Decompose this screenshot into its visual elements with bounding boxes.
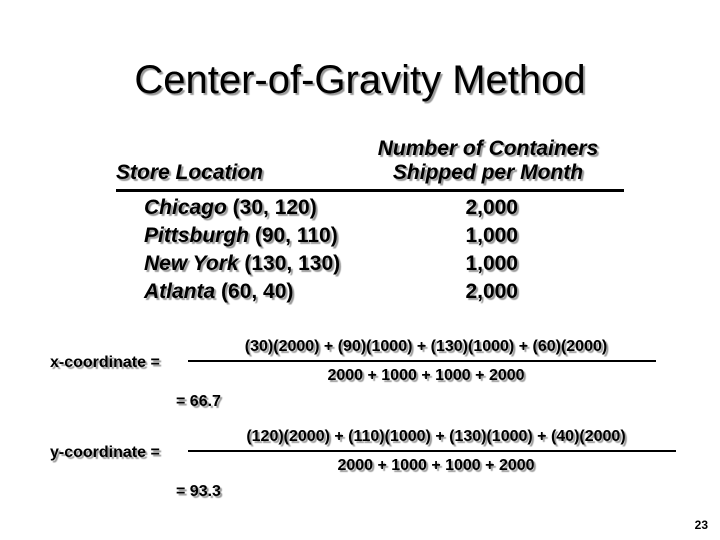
container-count: 2,000 (465, 280, 518, 303)
table-row (144, 194, 317, 222)
city-coordinates: (30, 120) (226, 196, 317, 219)
slide-number: 23 (694, 518, 708, 532)
x-coordinate-denominator: 2000 + 1000 + 1000 + 2000 (327, 367, 525, 384)
city-coordinates: (90, 110) (249, 224, 338, 247)
y-coordinate-numerator: (120)(2000) + (110)(1000) + (130)(1000) + (40)(2000) (246, 428, 626, 445)
y-fraction-bar (188, 450, 676, 452)
column-header-containers-line2: Shipped per Month (392, 161, 584, 184)
container-count: 1,000 (465, 224, 518, 247)
x-coordinate-result: = 66.7 (176, 393, 221, 410)
y-coordinate-label: y-coordinate = (50, 444, 160, 461)
x-fraction-bar (188, 360, 656, 362)
slide-title: Center-of-Gravity Method (134, 58, 586, 102)
city-coordinates: (60, 40) (215, 280, 294, 303)
city-name: Atlanta (144, 280, 216, 303)
table-row (144, 278, 293, 306)
city-name: Chicago (144, 196, 227, 219)
y-coordinate-denominator: 2000 + 1000 + 1000 + 2000 (337, 457, 535, 474)
column-header-containers-line1: Number of Containers (377, 137, 599, 160)
city-name: Pittsburgh (144, 224, 249, 247)
container-count: 2,000 (465, 196, 518, 219)
header-rule (116, 189, 624, 192)
x-coordinate-numerator: (30)(2000) + (90)(1000) + (130)(1000) + (60)(2000) (244, 338, 608, 355)
table-row (144, 222, 338, 250)
container-count: 1,000 (465, 252, 518, 275)
city-coordinates: (130, 130) (238, 252, 341, 275)
table-row (144, 250, 340, 278)
city-name: New York (144, 252, 239, 275)
x-coordinate-label: x-coordinate = (50, 354, 160, 371)
column-header-location: Store Location (116, 161, 264, 184)
y-coordinate-result: = 93.3 (176, 483, 221, 500)
